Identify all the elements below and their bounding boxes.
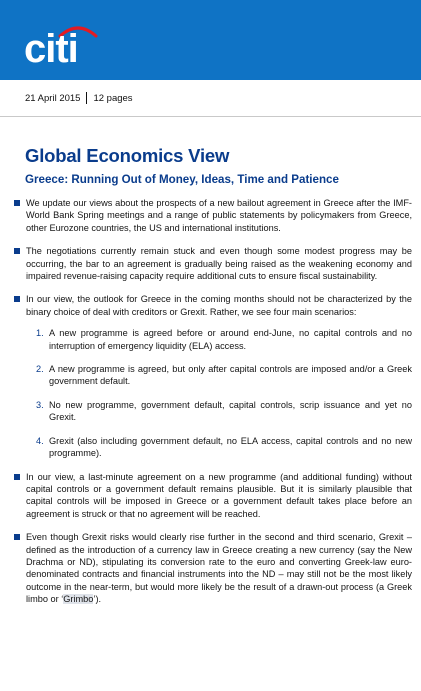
report-date: 21 April 2015 — [25, 92, 81, 104]
bullet-text: We update our views about the prospects of a new bailout agreement in Greece after the IMF-World Bank Spring meetings and a range of public statements by policymakers from Greece, other Eurozone countries, the US and international institutions. — [26, 198, 412, 233]
bullet-paragraph — [14, 471, 412, 521]
scenario-number: 3. — [36, 399, 44, 410]
bullet-text: In our view, a last-minute agreement on a new programme (and additional funding) without capital controls or a government default remains plausible. But it is similarly plausible that capital controls will be imposed in Greece or a government default takes place before an agreement is struck or that no agreement will be reached. — [26, 471, 412, 519]
bullet-text: Even though Grexit risks would clearly rise further in the second and third scenario, Grexit – defined as the introduction of a currency law in Greece creating a new currency (say the New Drachma or ND), stipulating its conversion rate to the euro and converting Greek-law euro-denominated contracts and financial instruments into the ND – may still not be the most likely outcome in the near-term, but would more likely be the result of a drawn-out process (a Greek limbo or ‘ — [26, 532, 412, 605]
bullet-paragraph — [14, 245, 412, 282]
report-page-count: 12 pages — [93, 92, 133, 104]
report-meta — [25, 92, 133, 104]
bullet-square-icon — [14, 200, 20, 206]
scenario-number: 4. — [36, 435, 44, 446]
scenario-list — [26, 327, 412, 459]
scenario-item — [26, 363, 412, 388]
bullet-text-tail: ’). — [93, 594, 102, 605]
bullet-paragraph — [14, 531, 412, 605]
bullet-square-icon — [14, 474, 20, 480]
scenario-text: A new programme is agreed, but only after capital controls are imposed and/or a Greek government default. — [49, 364, 412, 387]
scenario-item — [26, 435, 412, 460]
bullet-square-icon — [14, 248, 20, 254]
svg-text:citi: citi — [24, 27, 78, 66]
highlighted-term: Grimbo — [63, 594, 94, 605]
bullet-paragraph — [14, 293, 412, 459]
scenario-number: 1. — [36, 328, 44, 339]
scenario-text: Grexit (also including government default, no ELA access, capital controls and no new programme). — [49, 435, 412, 459]
document-body — [14, 197, 412, 617]
bullet-text: The negotiations currently remain stuck and even though some modest progress may be occurring, the bar to an agreement is gradually being raised as the weakening economy and impaired revenue-raising capacity require additional cuts to ensure fiscal sustainability. — [26, 246, 412, 282]
header-banner — [0, 0, 421, 80]
scenario-item — [26, 399, 412, 424]
header-divider — [0, 116, 421, 117]
bullet-paragraph — [14, 197, 412, 234]
bullet-text: In our view, the outlook for Greece in the coming months should not be characterized by the binary choice of deal with creditors or Grexit. Rather, we see four main scenarios: — [26, 294, 412, 317]
scenario-item — [26, 327, 412, 352]
bullet-square-icon — [14, 296, 20, 302]
bullet-square-icon — [14, 534, 20, 540]
citi-logo — [22, 22, 122, 66]
scenario-text: A new programme is agreed before or around end-June, no capital controls and no interruption of emergency liquidity (ELA) access. — [49, 328, 412, 351]
scenario-number: 2. — [36, 364, 44, 375]
scenario-text: No new programme, government default, capital controls, scrip issuance and yet no Grexit. — [49, 399, 412, 423]
meta-separator — [86, 92, 87, 104]
page-subtitle: Greece: Running Out of Money, Ideas, Time and Patience — [25, 173, 339, 186]
page-title: Global Economics View — [25, 145, 230, 166]
